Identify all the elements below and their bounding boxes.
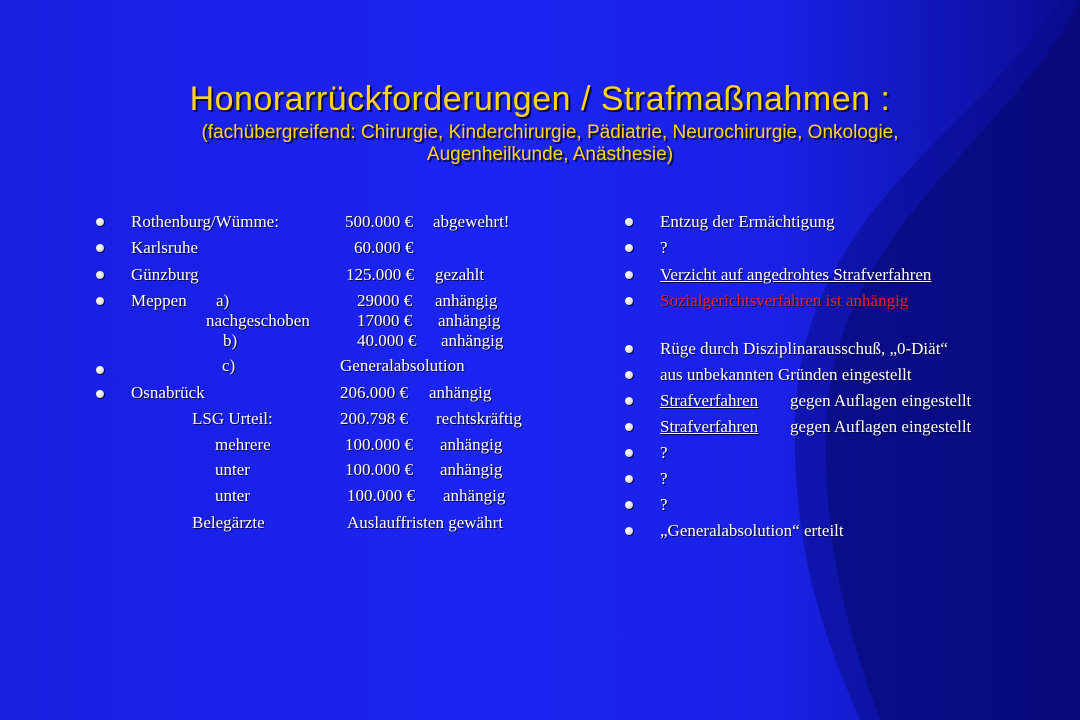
left-status: anhängig — [429, 383, 492, 402]
bullet-icon — [625, 527, 633, 535]
left-amount: 100.000 € — [345, 435, 413, 454]
bullet-icon — [96, 218, 104, 226]
left-status: gezahlt — [435, 265, 485, 284]
left-amount: 100.000 € — [345, 460, 413, 479]
slide-subtitle-line-2: Augenheilkunde, Anästhesie) — [426, 144, 674, 165]
left-amount: 125.000 € — [346, 265, 414, 284]
right-item: ? — [660, 469, 668, 488]
bullet-icon — [625, 397, 633, 405]
left-status: anhängig — [443, 486, 506, 505]
left-label: unter — [215, 460, 250, 479]
left-amount: 29000 € — [357, 291, 413, 310]
bullet-icon — [625, 371, 633, 379]
left-label: unter — [215, 486, 250, 505]
left-amount: 206.000 € — [340, 383, 408, 402]
left-status: anhängig — [438, 311, 501, 330]
left-status: rechtskräftig — [436, 409, 522, 428]
bullet-icon — [625, 244, 633, 252]
bullet-icon — [625, 449, 633, 457]
slide-subtitle-line-1: (fachübergreifend: Chirurgie, Kinderchirurgie, Pädiatrie, Neurochirurgie, Onkologie, — [201, 122, 899, 143]
left-sub: a) — [216, 291, 230, 310]
left-text: Auslauffristen gewährt — [347, 513, 503, 532]
left-label: Günzburg — [131, 265, 199, 284]
left-amount: 40.000 € — [357, 331, 417, 350]
left-amount: 500.000 € — [345, 212, 413, 231]
left-amount: 100.000 € — [347, 486, 415, 505]
left-label: Rothenburg/Wümme: — [131, 212, 279, 231]
right-item: aus unbekannten Gründen eingestellt — [660, 365, 912, 384]
left-text: Generalabsolution — [340, 356, 465, 375]
right-item: Entzug der Ermächtigung — [660, 212, 835, 231]
left-amount: 200.798 € — [340, 409, 408, 428]
title-block — [0, 78, 1080, 166]
bullet-icon — [96, 244, 104, 252]
bullet-icon — [625, 423, 633, 431]
bullet-icon — [625, 345, 633, 353]
right-item: ? — [660, 443, 668, 462]
bullet-icon — [625, 297, 633, 305]
bullet-icon — [625, 271, 633, 279]
left-status: anhängig — [440, 460, 503, 479]
right-item-underlined-part: Strafverfahren — [660, 391, 759, 410]
left-label: nachgeschoben — [206, 311, 310, 330]
left-label: Karlsruhe — [131, 238, 199, 257]
left-sub: b) — [223, 331, 238, 350]
left-label: Osnabrück — [131, 383, 205, 402]
bullet-icon — [625, 475, 633, 483]
bullet-icon — [96, 390, 104, 398]
left-label: Belegärzte — [192, 513, 265, 532]
right-item: gegen Auflagen eingestellt — [790, 391, 972, 410]
left-sub: c) — [222, 356, 236, 375]
left-status: anhängig — [435, 291, 498, 310]
left-amount: 60.000 € — [354, 238, 414, 257]
left-label: LSG Urteil: — [192, 409, 273, 428]
bullet-icon — [96, 366, 104, 374]
bullet-icon — [96, 297, 104, 305]
slide-title: Honorarrückforderungen / Strafmaßnahmen : — [189, 80, 891, 118]
right-item-highlighted: Sozialgerichtsverfahren ist anhängig — [660, 291, 909, 310]
bullet-icon — [96, 271, 104, 279]
left-amount: 17000 € — [357, 311, 413, 330]
right-item-underlined: Verzicht auf angedrohtes Strafverfahren — [660, 265, 932, 284]
left-status: anhängig — [441, 331, 504, 350]
right-item: Rüge durch Disziplinarausschuß, „0-Diät“ — [660, 339, 948, 358]
right-item: ? — [660, 495, 668, 514]
left-status: abgewehrt! — [433, 212, 510, 231]
bullet-icon — [625, 501, 633, 509]
left-label: Meppen — [131, 291, 187, 310]
left-label: mehrere — [215, 435, 271, 454]
right-item: ? — [660, 238, 668, 257]
right-item-underlined-part: Strafverfahren — [660, 417, 759, 436]
right-item: gegen Auflagen eingestellt — [790, 417, 972, 436]
bullet-icon — [625, 218, 633, 226]
right-item: „Generalabsolution“ erteilt — [660, 521, 844, 540]
left-status: anhängig — [440, 435, 503, 454]
